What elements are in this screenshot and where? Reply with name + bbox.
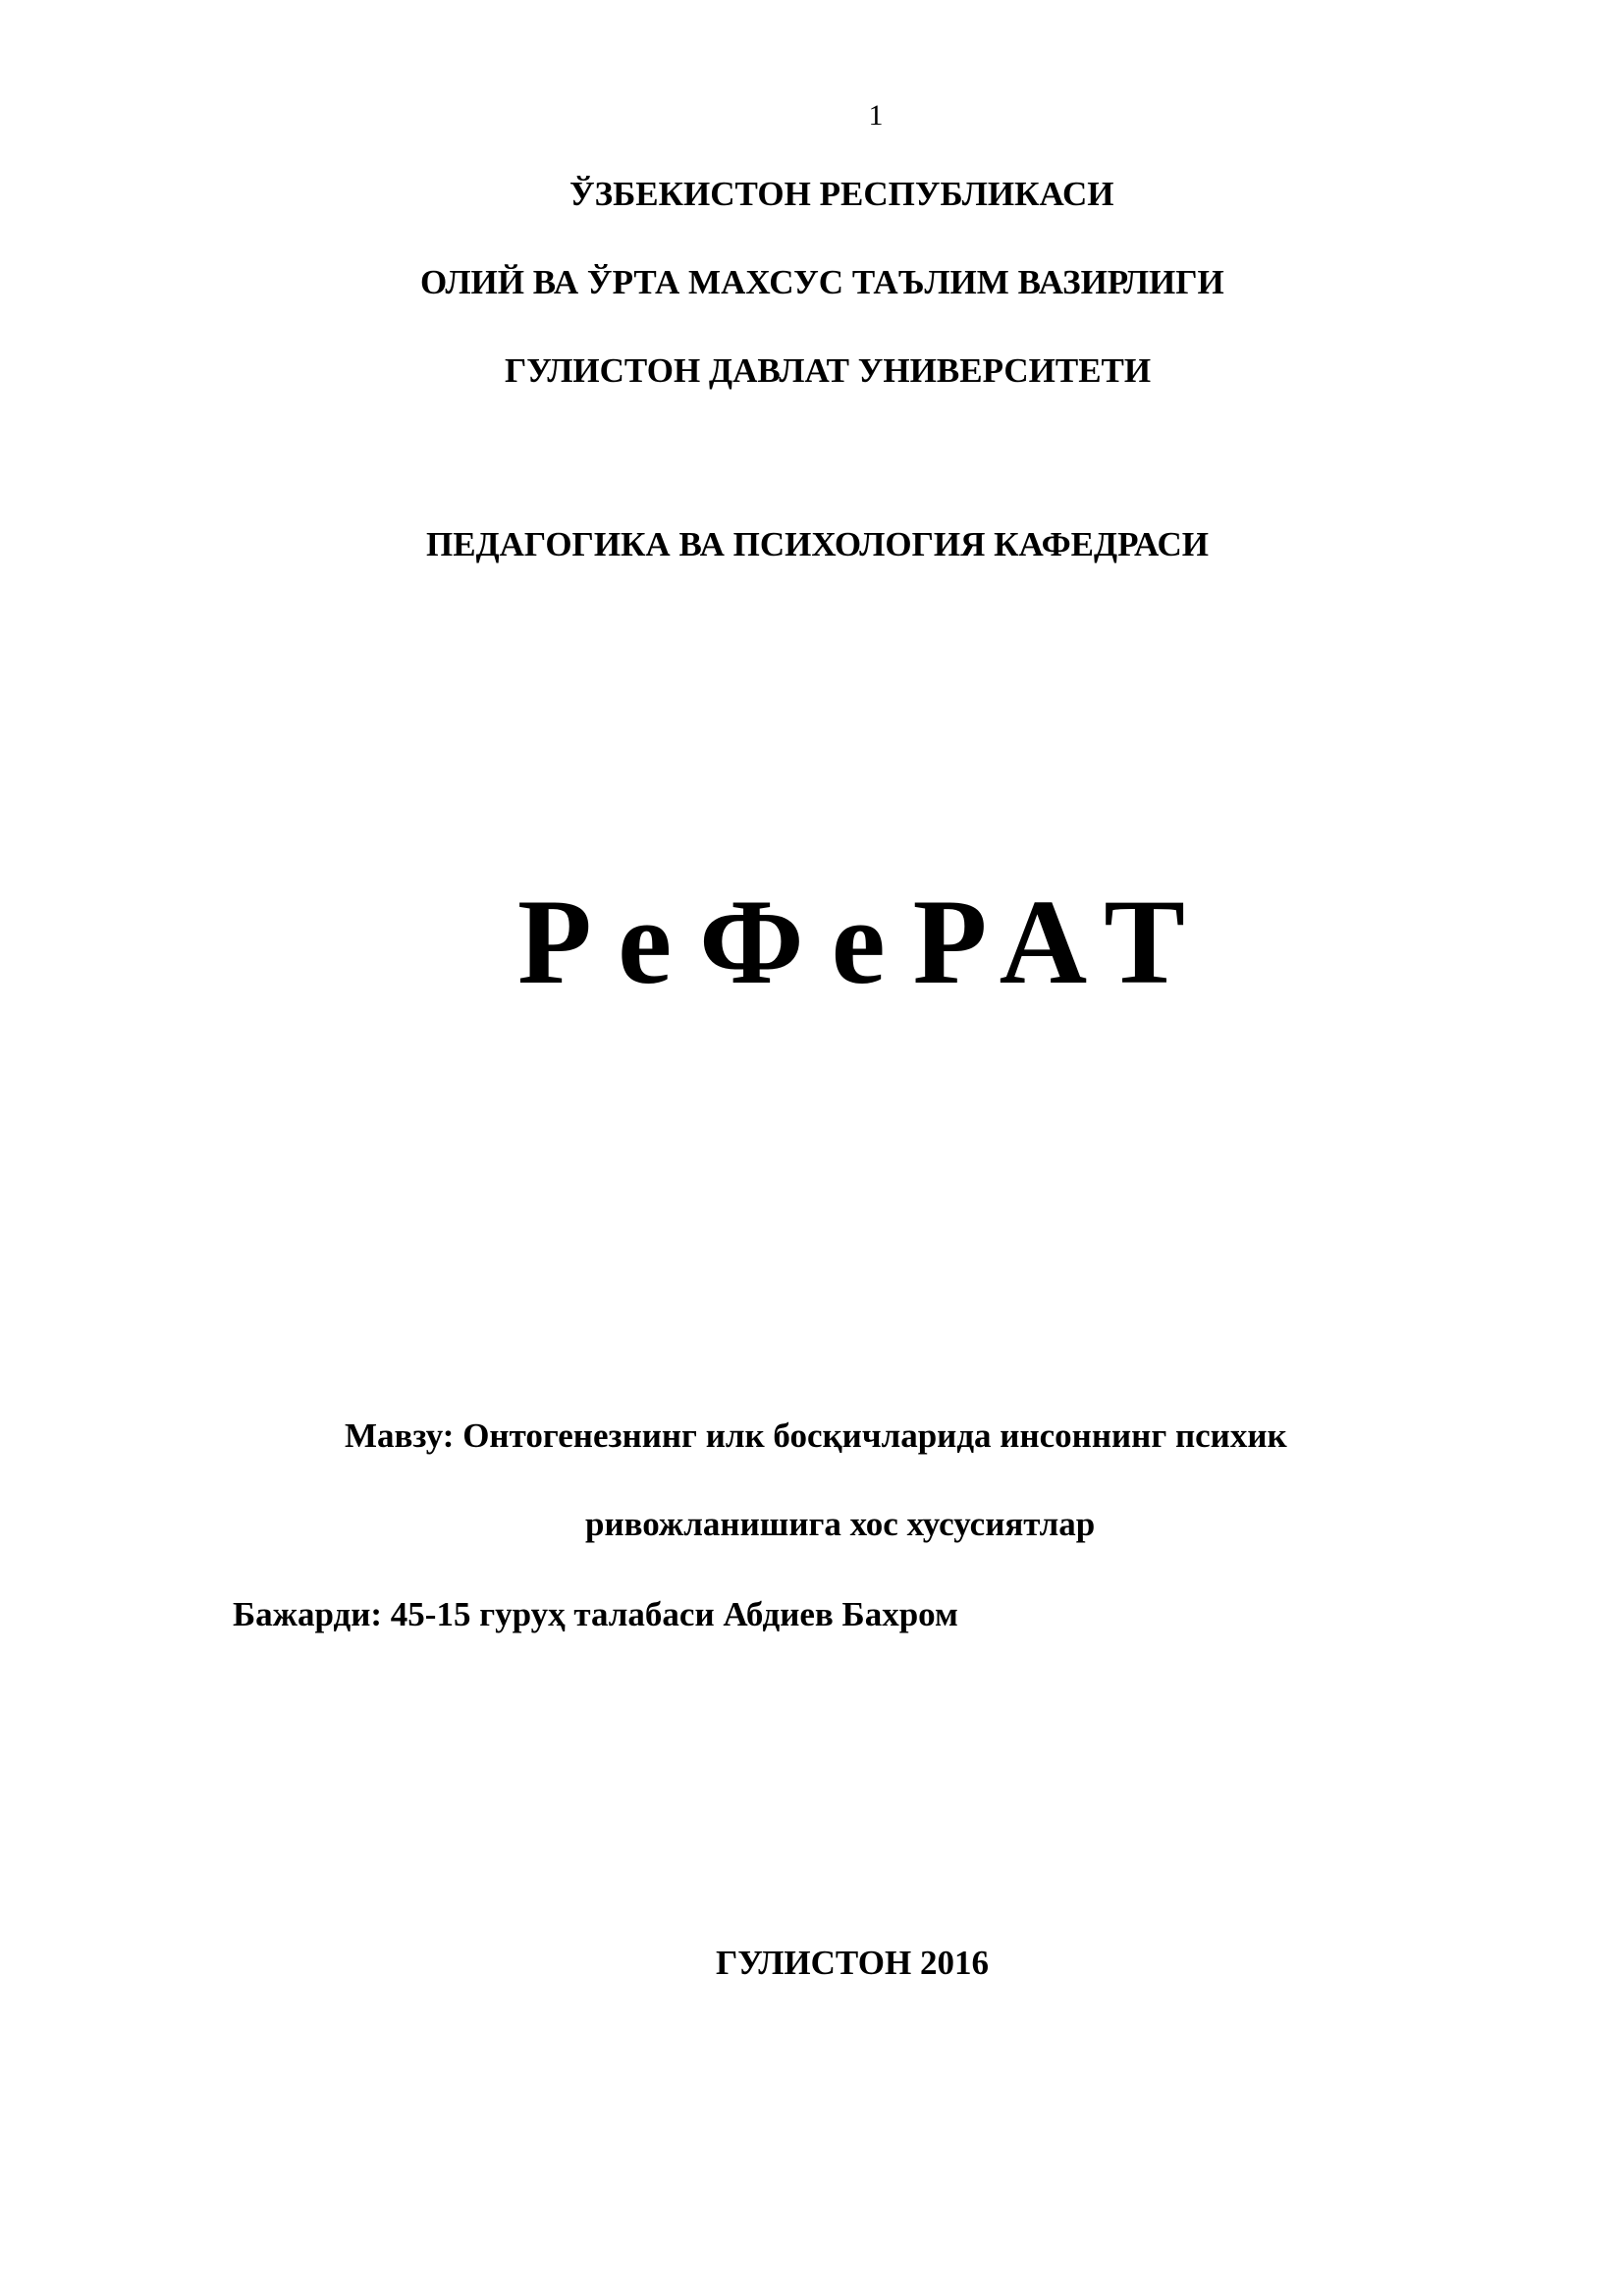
footer-city-year: ГУЛИСТОН 2016 bbox=[716, 1944, 990, 1982]
author-line: Бажарди: 45-15 гуруҳ талабаси Абдиев Бахром bbox=[233, 1595, 958, 1633]
header-country: ЎЗБЕКИСТОН РЕСПУБЛИКАСИ bbox=[569, 175, 1114, 213]
header-department: ПЕДАГОГИКА ВА ПСИХОЛОГИЯ КАФЕДРАСИ bbox=[426, 525, 1210, 563]
header-ministry: ОЛИЙ ВА ЎРТА МАХСУС ТАЪЛИМ ВАЗИРЛИГИ bbox=[420, 263, 1224, 301]
topic-line-1: Мавзу: Онтогенезнинг илк босқичларида инсоннинг психик bbox=[345, 1416, 1287, 1455]
page-number: 1 bbox=[868, 99, 884, 132]
topic-line-2: ривожланишига хос хусусиятлар bbox=[585, 1505, 1096, 1543]
header-university: ГУЛИСТОН ДАВЛАТ УНИВЕРСИТЕТИ bbox=[505, 351, 1152, 390]
document-title: РеФеРАТ bbox=[517, 875, 1213, 1009]
